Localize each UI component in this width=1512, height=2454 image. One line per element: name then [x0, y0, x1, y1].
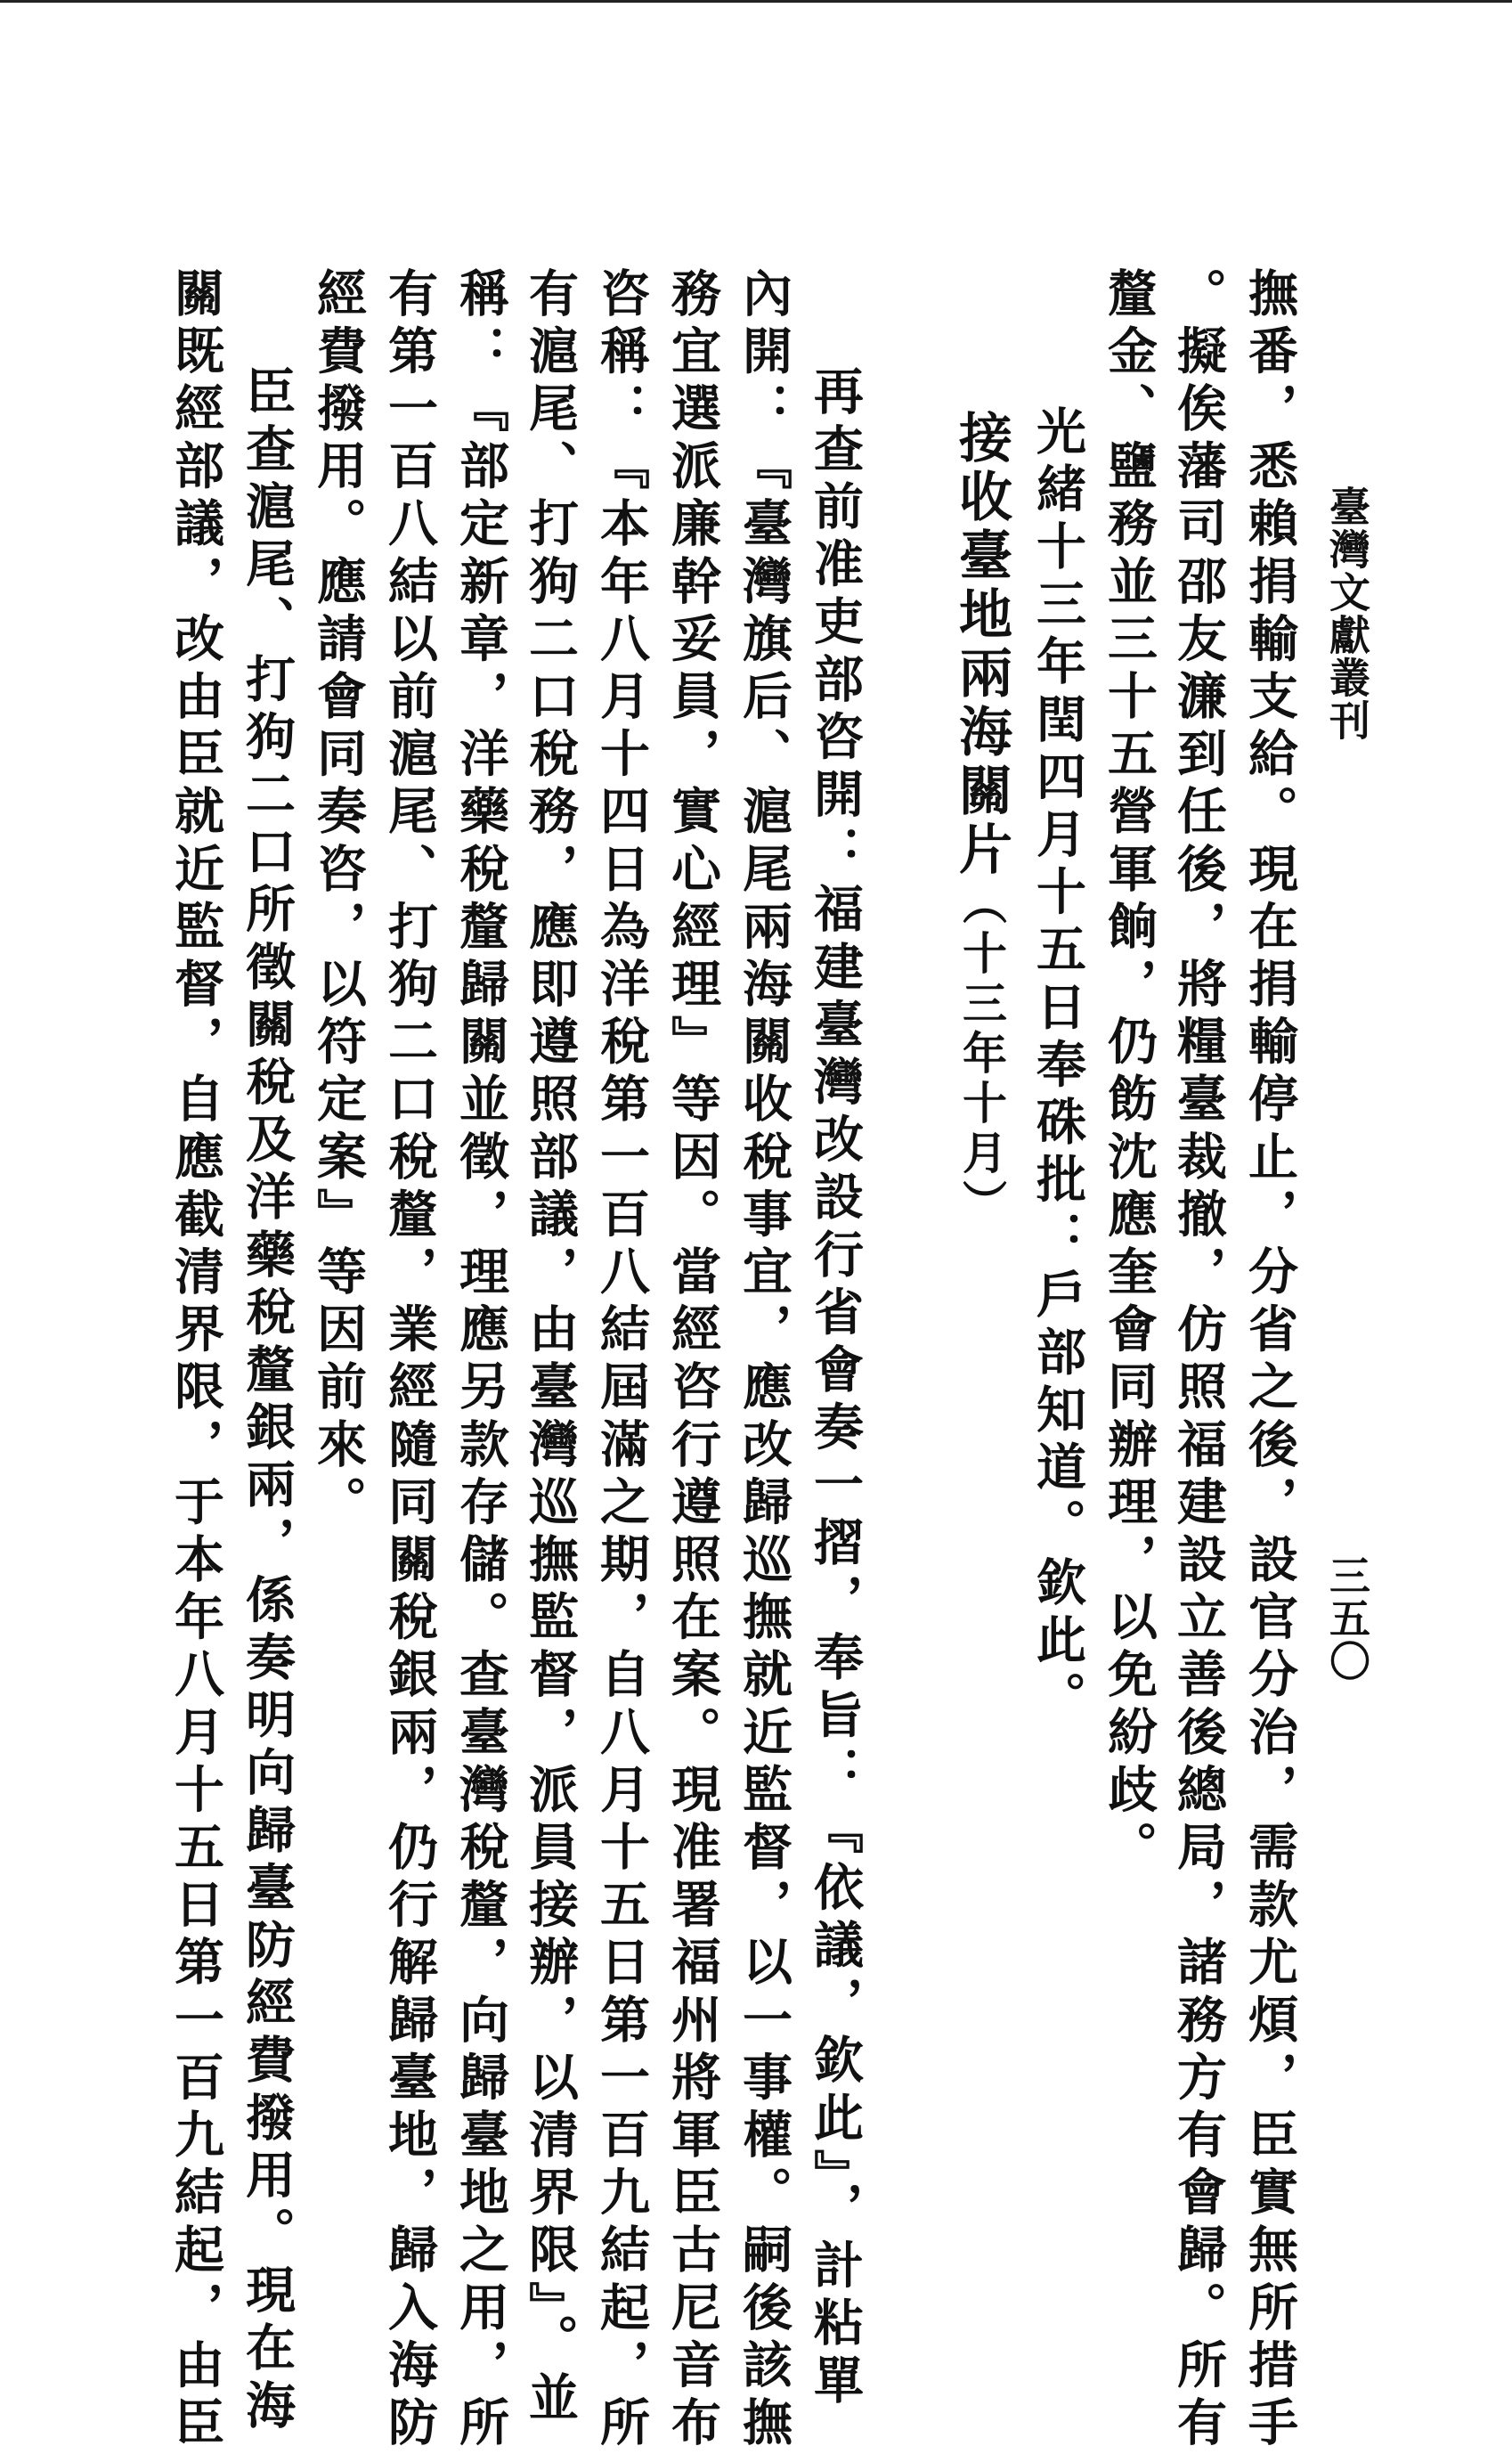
text-column-4: 光緒十三年閏四月十五日奉硃批：戶部知道。欽此。 — [1028, 405, 1087, 1729]
text-column-14: 臣查滬尾、打狗二口所徵關稅及洋藥稅釐銀兩，係奏明向歸臺防經費撥用。現在海 — [238, 365, 297, 2437]
text-column-7: 內開：『臺灣旗后、滬尾兩海關收稅事宜，應改歸巡撫就近監督，以一事權。嗣後該撫 — [735, 267, 793, 2454]
text-column-8: 務宜選派廉幹妥員，實心經理』等因。當經咨行遵照在案。現准署福州將軍臣古尼音布 — [663, 267, 722, 2454]
top-border-rule — [0, 0, 1512, 3]
text-column-15: 關既經部議，改由臣就近監督，自應截清界限，于本年八月十五日第一百九結起，由臣 — [167, 267, 225, 2454]
text-column-6: 再查前准吏部咨開：福建臺灣改設行省會奏一摺，奉旨：『依議，欽此』，計粘單 — [806, 365, 865, 2412]
section-date-note: （十三年十月） — [955, 880, 1008, 1229]
text-column-9: 咨稱：『本年八月十四日為洋稅第一百八結屆滿之期，自八月十五日第一百九結起，所 — [592, 267, 651, 2454]
text-column-2: 。擬俟藩司邵友濂到任後，將糧臺裁撤，仿照福建設立善後總局，諸務方有會歸。所有 — [1169, 267, 1228, 2454]
text-column-11: 稱：『部定新章，洋藥稅釐歸關並徵，理應另款存儲。查臺灣稅釐，向歸臺地之用，所 — [451, 267, 510, 2454]
text-column-12: 有第一百八結以前滬尾、打狗二口稅釐，業經隨同關稅銀兩，仍行解歸臺地，歸入海防 — [380, 267, 439, 2454]
text-column-1: 撫番，悉賴捐輸支給。現在捐輸停止，分省之後，設官分治，需款尤煩，臣實無所措手 — [1240, 267, 1299, 2454]
section-title-text: 接收臺地兩海關片 — [950, 410, 1012, 880]
text-column-10: 有滬尾、打狗二口稅務，應即遵照部議，由臺灣巡撫監督，派員接辦，以清界限』。並 — [521, 267, 580, 2429]
section-title — [950, 410, 1012, 1229]
text-column-13: 經費撥用。應請會同奏咨，以符定案』等因前來。 — [309, 267, 368, 1534]
book-title: 臺灣文獻叢刊 — [1323, 485, 1371, 742]
page-number: 三五〇 — [1323, 1554, 1371, 1683]
text-column-3: 釐金、鹽務並三十五營軍餉，仍飭沈應奎會同辦理，以免紛歧。 — [1100, 267, 1158, 1879]
